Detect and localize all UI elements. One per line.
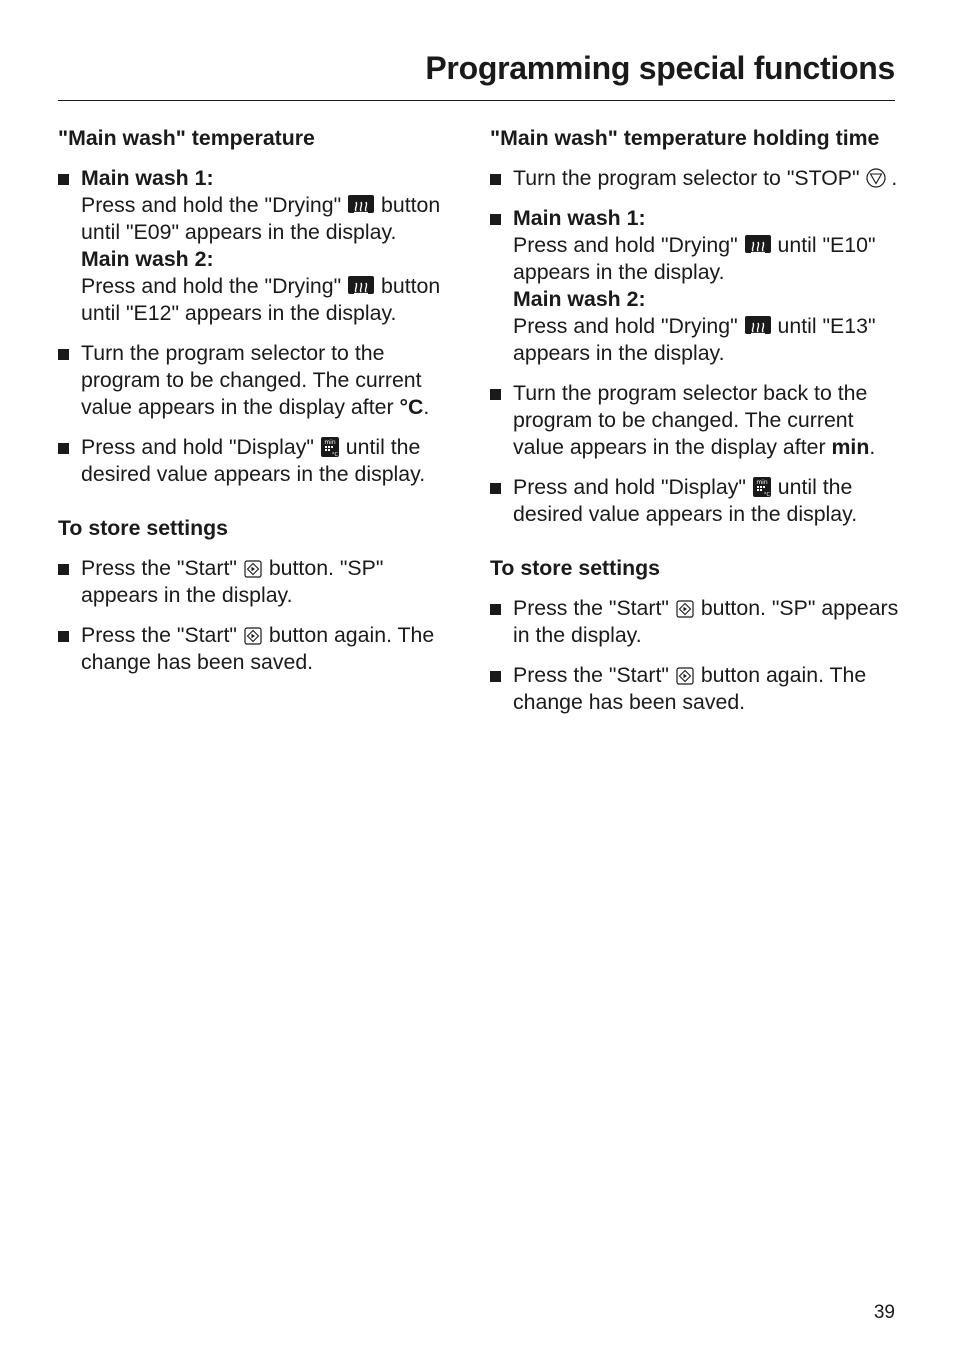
press-start-text-a: Press the "Start": [81, 556, 237, 580]
list-item-press-display: [490, 474, 900, 528]
svg-text:°C: °C: [331, 452, 338, 457]
min-unit: min: [831, 435, 870, 459]
svg-text:min: min: [324, 439, 336, 446]
start-icon: [244, 625, 262, 643]
bullet: [490, 604, 501, 615]
right-column: [490, 125, 900, 716]
drying-icon: [745, 235, 771, 253]
drying-icon: [348, 195, 374, 213]
page-number: 39: [873, 1302, 895, 1323]
list-item-main-wash-settings: [58, 165, 460, 327]
press-display-text-b: until the desired value appears in the display.: [81, 435, 426, 486]
bullet: [58, 174, 69, 185]
start-icon: [676, 598, 694, 616]
bullet: [490, 483, 501, 494]
display-icon: [321, 437, 339, 457]
drying-icon: [348, 276, 374, 294]
bullet: [490, 214, 501, 225]
start-icon: [244, 558, 262, 576]
drying-icon: [745, 316, 771, 334]
turn-to-stop-end: .: [891, 166, 898, 190]
main-wash-2-text-a: Press and hold "Drying": [513, 314, 738, 338]
select-program-back-text: Turn the program selector back to the program to be changed. The current value appears in the display after: [513, 381, 868, 459]
main-wash-2-label: Main wash 2:: [81, 247, 214, 271]
bullet: [58, 443, 69, 454]
main-wash-1-text-b: button until "E09" appears in the display.: [81, 193, 441, 244]
list-item-holding-main-wash-settings: [490, 205, 900, 367]
header-rule: [58, 100, 895, 101]
press-start-text-a: Press the "Start": [513, 596, 669, 620]
turn-to-stop-text: Turn the program selector to "STOP": [513, 166, 860, 190]
press-start-text-b: button. "SP" appears in the display.: [81, 556, 384, 607]
main-wash-1-text-a: Press and hold "Drying": [513, 233, 738, 257]
main-wash-1-text-a: Press and hold the "Drying": [81, 193, 342, 217]
celsius-unit: °C: [399, 395, 424, 419]
bullet: [58, 631, 69, 642]
list-item-press-start-again: [58, 622, 460, 676]
press-display-text-a: Press and hold "Display": [81, 435, 314, 459]
press-start-text-b: button. "SP" appears in the display.: [513, 596, 899, 647]
svg-text:min: min: [756, 479, 768, 486]
press-display-text-a: Press and hold "Display": [513, 475, 746, 499]
bullet: [490, 174, 501, 185]
store-settings-heading: To store settings: [490, 556, 661, 580]
press-start-again-text-b: button again. The change has been saved.: [513, 663, 867, 714]
bullet: [490, 671, 501, 682]
list-item-turn-to-stop: [490, 165, 900, 192]
display-icon: [753, 477, 771, 497]
bullet: [58, 349, 69, 360]
list-item-press-start: [490, 595, 900, 649]
bullet: [58, 564, 69, 575]
main-wash-temperature-heading: "Main wash" temperature: [58, 126, 315, 150]
select-program-text: Turn the program selector to the program to be changed. The current value appears in the display after: [81, 341, 422, 419]
left-column: [58, 125, 460, 676]
page-title: Programming special functions: [425, 50, 895, 86]
start-icon: [676, 665, 694, 683]
list-item-select-program-back: Turn the program selector back to the program to be changed. The current value appears in the display after min.: [490, 380, 900, 461]
list-item-press-display: [58, 434, 460, 488]
main-wash-1-label: Main wash 1:: [81, 166, 214, 190]
main-wash-2-text-b: button until "E12" appears in the display.: [81, 274, 441, 325]
main-wash-2-text-a: Press and hold the "Drying": [81, 274, 342, 298]
press-display-text-b: until the desired value appears in the display.: [513, 475, 858, 526]
main-wash-1-label: Main wash 1:: [513, 206, 646, 230]
press-start-again-text-b: button again. The change has been saved.: [81, 623, 435, 674]
press-start-again-text-a: Press the "Start": [513, 663, 669, 687]
bullet: [490, 389, 501, 400]
list-item-press-start: [58, 555, 460, 609]
list-item-select-program: Turn the program selector to the program to be changed. The current value appears in the display after °C.: [58, 340, 460, 421]
main-wash-1-text-b: until "E10" appears in the display.: [513, 233, 876, 284]
main-wash-2-text-b: until "E13" appears in the display.: [513, 314, 876, 365]
store-settings-heading: To store settings: [58, 516, 229, 540]
holding-time-heading: "Main wash" temperature holding time: [490, 126, 880, 150]
stop-icon: [866, 168, 884, 186]
list-item-press-start-again: [490, 662, 900, 716]
press-start-again-text-a: Press the "Start": [81, 623, 237, 647]
main-wash-2-label: Main wash 2:: [513, 287, 646, 311]
svg-text:°C: °C: [763, 492, 770, 497]
